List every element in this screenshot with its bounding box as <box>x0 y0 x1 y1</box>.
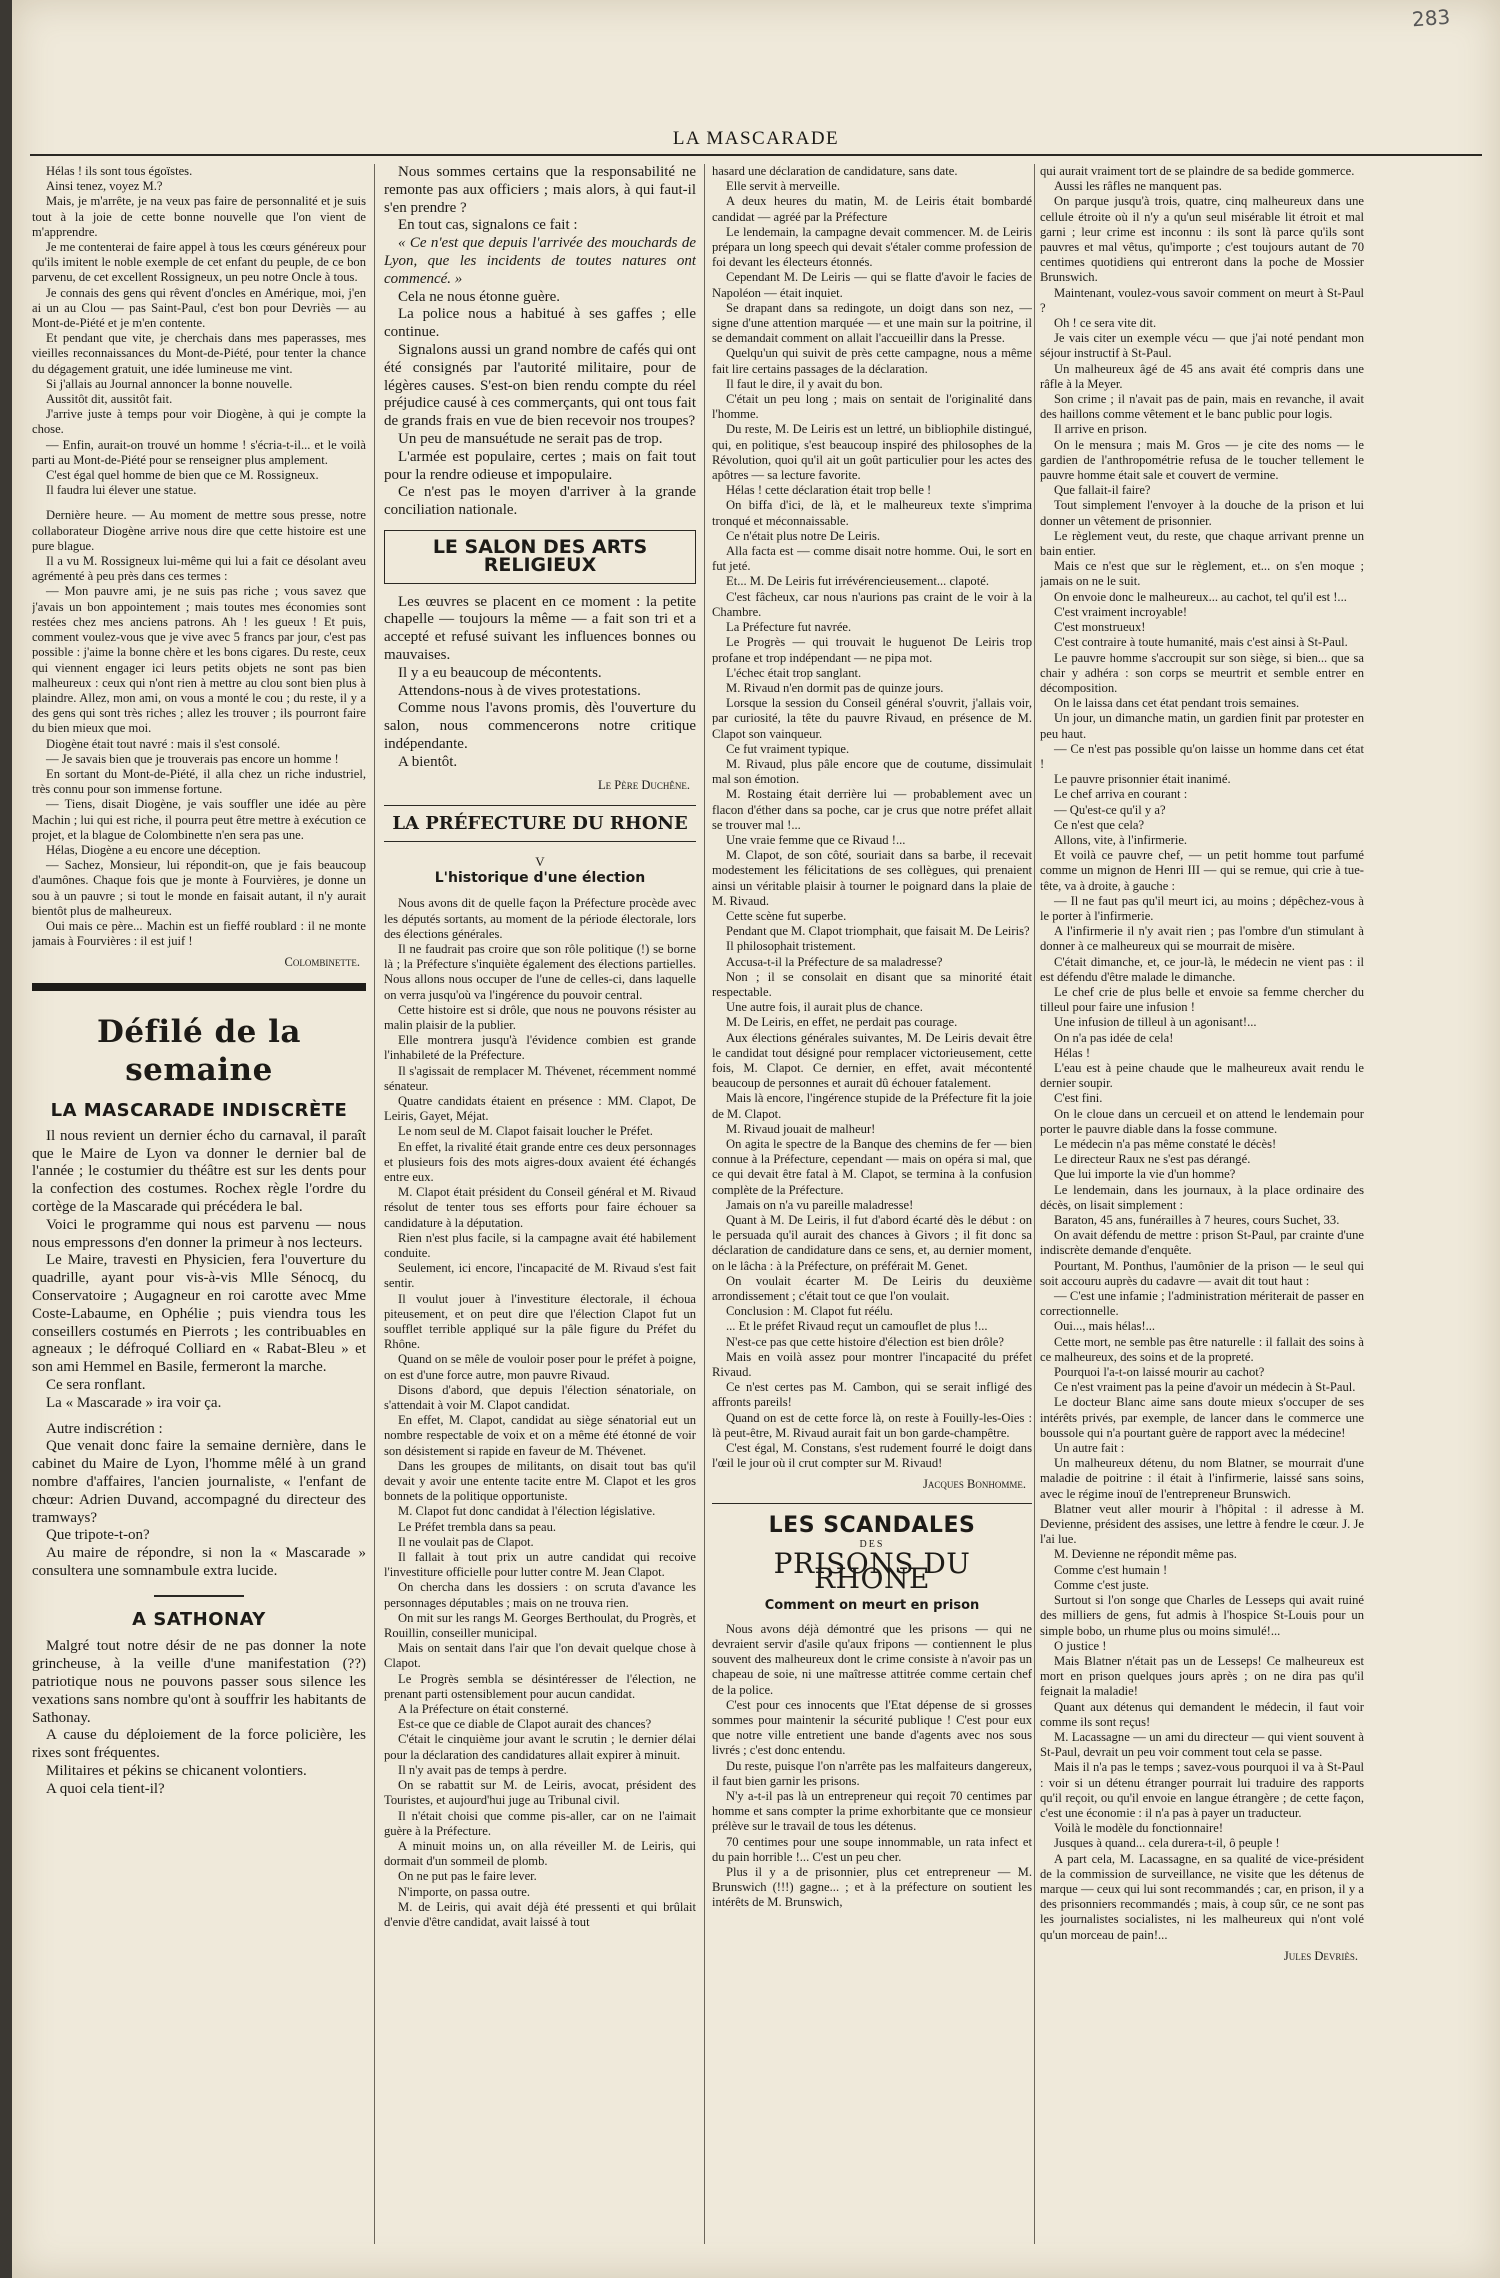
paragraph: Cette histoire est si drôle, que nous ne pouvons résister au malin plaisir de la publier. <box>384 1002 696 1032</box>
column-2 <box>384 164 696 2254</box>
paragraph: Oh ! ce sera vite dit. <box>1054 316 1157 331</box>
paragraph: Accusa-t-il la Préfecture de sa maladresse? <box>726 954 943 969</box>
paragraph: On chercha dans les dossiers : on scruta d'avance les personnages députables ; mais on ne trouva rien. <box>384 1580 696 1610</box>
paragraph: Conclusion : M. Clapot fut réélu. <box>726 1304 893 1319</box>
paragraph: hasard une déclaration de candidature, sans date. <box>712 164 958 178</box>
paragraph: Son crime ; il n'avait pas de pain, mais en revanche, il avait des haillons comme vêtement et le banc public pour logis. <box>1040 392 1364 422</box>
paragraph: On voulait écarter M. De Leiris du deuxième arrondissement ; c'était tout ce que l'on voulait. <box>712 1273 1032 1304</box>
paragraph: M. Clapot fut donc candidat à l'élection législative. <box>398 1504 656 1519</box>
paragraph: Voilà le modèle du fonctionnaire! <box>1054 1821 1224 1836</box>
paragraph: Jamais on n'a vu pareille maladresse! <box>726 1197 914 1212</box>
paragraph: Je me contenterai de faire appel à tous les cœurs généreux pour qu'ils imitent le noble exemple de cet enfant du peuple, de ce bon parvenu, de cet excellent Rossigneux, un peu notre Oncle à tous. <box>32 240 366 285</box>
paragraph: On le laissa dans cet état pendant trois semaines. <box>1054 696 1300 711</box>
paragraph: Elle servit à merveille. <box>726 179 840 194</box>
section-title-sathonay: A SATHONAY <box>132 1608 266 1630</box>
paragraph: La « Mascarade » ira voir ça. <box>46 1394 222 1411</box>
paragraph: Il arrive en prison. <box>1054 422 1148 437</box>
masthead: LA MASCARADE <box>672 128 840 149</box>
paragraph: Il faut le dire, il y avait du bon. <box>726 376 883 391</box>
divider <box>154 1595 244 1597</box>
paragraph: C'est pour ces innocents que l'Etat dépense de si grosses sommes pour maintenir la sécurité publique ! C'est pour eux que notre ville entretient une bande d'agents avec nos sous livrés ; c'est donc entendu. <box>712 1697 1032 1758</box>
paragraph: Que venait donc faire la semaine dernière, dans le cabinet du Maire de Lyon, l'homme mêlé à un grand nombre d'affaires, l'ancien journaliste, « l'enfant de chœur: Adrien Duvand, accompagné du directeur des tramways? <box>32 1438 366 1526</box>
paragraph: Cette scène fut superbe. <box>726 908 847 923</box>
column-4 <box>1040 164 1364 2254</box>
column-1 <box>32 164 366 2254</box>
section-title-des: DES <box>859 1538 885 1550</box>
paragraph: C'est vraiment incroyable! <box>1054 604 1188 619</box>
paragraph: — Mon pauvre ami, je ne suis pas riche ; vous savez que j'avais un bon appointement ; mais toutes mes économies sont restées chez mes anciens patrons. Ah ! les gueux ! Et puis, comment voulez-vous que je vive avec 5 francs par jour, c'est pas possible : j'aime la bonne chère et les bons cigares. Du reste, ceux qui viennent engager ici leurs petits objets ne sont pas bien malheureux : ceux qui n'ont rien à mettre au clou sont bien plus à plaindre. Allez, mon ami, on vous a monté le cou ; du reste, il y a des gens qui sont très riches ; allez les trouver ; ils pourront faire du bien mieux que moi. <box>32 584 366 736</box>
paragraph: Lorsque la session du Conseil général s'ouvrit, j'allais voir, par curiosité, la tête du pauvre Rivaud, en présence de M. Clapot son vainqueur. <box>712 696 1032 741</box>
paragraph: « Ce n'est que depuis l'arrivée des mouchards de Lyon, que les incidents de toutes natures ont commencé. » <box>384 235 696 287</box>
paragraph: A l'infirmerie il n'y avait rien ; pas l'ombre d'un stimulant à donner à ce malheureux qui se mourrait de misère. <box>1040 924 1364 954</box>
section-subtitle: L'historique d'une élection <box>434 870 646 887</box>
paragraph: Une autre fois, il aurait plus de chance. <box>726 1000 923 1015</box>
paragraph: Mais en voilà assez pour montrer l'incapacité du préfet Rivaud. <box>712 1349 1032 1380</box>
section-title-prisons: PRISONS DU RHONE <box>773 1547 971 1596</box>
paragraph: Du reste, puisque l'on n'arrête pas les malfaiteurs dangereux, il faut bien garnir les prisons. <box>712 1758 1032 1788</box>
paragraph: A quoi cela tient-il? <box>46 1780 165 1797</box>
paragraph: Mais on sentait dans l'air que l'on devait quelque chose à Clapot. <box>384 1641 696 1671</box>
paragraph: Ce fut vraiment typique. <box>726 741 850 756</box>
paragraph: Elle montrera jusqu'à l'évidence combien est grande l'inhabileté de la Préfecture. <box>384 1033 696 1063</box>
paragraph: On envoie donc le malheureux... au cachot, tel qu'il est !... <box>1054 589 1347 604</box>
paragraph: Mais, je m'arrête, je na veux pas faire de personnalité et je suis tout à la joie de cette bonne nouvelle que l'on vient de m'apprendre. <box>32 194 366 239</box>
paragraph: M. De Leiris, en effet, ne perdait pas courage. <box>726 1015 958 1030</box>
paragraph: Un malheureux détenu, du nom Blatner, se mourrait d'une maladie de poitrine : il était à l'infirmerie, laissé sans soins, avec le régime inouï de l'entrepreneur Brunswich. <box>1040 1456 1364 1501</box>
paragraph: Comme nous l'avons promis, dès l'ouverture du salon, nous commencerons notre critique indépendante. <box>384 700 696 752</box>
paragraph: On biffa d'ici, de là, et le malheureux texte s'imprima tronqué et méconnaissable. <box>712 498 1032 528</box>
paragraph: Et voilà ce pauvre chef, — un petit homme tout parfumé comme un mignon de Henri III — qui se remue, qui crie à tue-tête, va à droite, à gauche : <box>1040 848 1364 893</box>
paragraph: Ce n'est pas le moyen d'arriver à la grande conciliation nationale. <box>384 484 696 519</box>
paragraph: Un peu de mansuétude ne serait pas de trop. <box>398 430 663 447</box>
paragraph: Le lendemain, dans les journaux, à la place ordinaire des décès, on lisait simplement : <box>1040 1182 1364 1212</box>
paragraph: Se drapant dans sa redingote, un doigt dans son nez, — signe d'une attention marquée — et une main sur la poitrine, il se demandait comment on allait l'accueillir dans la Presse. <box>712 300 1032 346</box>
paragraph: qui aurait vraiment tort de se plaindre de sa bedide gommerce. <box>1040 164 1355 178</box>
paragraph: 70 centimes pour une soupe innommable, un rata infect et du pain horrible !... C'est un peu cher. <box>712 1834 1032 1864</box>
paragraph: M. Clapot, de son côté, souriait dans sa barbe, il recevait modestement les félicitations de ses collègues, qui prenaient ainsi un véritable plaisir à tourner le poignard dans la plaie de M. Rivaud. <box>712 848 1032 908</box>
paragraph: On agita le spectre de la Banque des chemins de fer — bien connue à la Préfecture, cependant — mais on opéra si mal, que ce qui devait être fatal à M. Clapot, se termina à la confusion complète de la Préfecture. <box>712 1137 1032 1197</box>
paragraph: Cependant M. De Leiris — qui se flatte d'avoir le facies de Napoléon — était inquiet. <box>712 270 1032 300</box>
paragraph: Je vais citer un exemple vécu — que j'ai noté pendant mon séjour instructif à St-Paul. <box>1040 331 1364 361</box>
paragraph: C'est fini. <box>1054 1091 1103 1106</box>
paragraph: On se rabattit sur M. de Leiris, avocat, président des Touristes, et aujourd'hui juge au Tribunal civil. <box>384 1778 696 1808</box>
paragraph: Le Progrès sembla se désintéresser de l'élection, ne prenant parti ostensiblement pour aucun candidat. <box>384 1671 696 1701</box>
paragraph: Quant à M. De Leiris, il fut d'abord écarté dès le début : on le persuada qu'il aurait des chances à Givors ; il fit donc sa déclaration de candidature dans ce sens, et, au dernier moment, on le lâcha : à la Préfecture, on préférait M. Genet. <box>712 1213 1032 1273</box>
paragraph: Le directeur Raux ne s'est pas dérangé. <box>1054 1152 1251 1167</box>
column-divider <box>1034 164 1035 2244</box>
paragraph: Une vraie femme que ce Rivaud !... <box>726 832 906 847</box>
paragraph: Un jour, un dimanche matin, un gardien finit par protester en peu haut. <box>1040 711 1364 741</box>
paragraph: Le nom seul de M. Clapot faisait loucher le Préfet. <box>398 1124 653 1139</box>
paragraph: Voici le programme qui nous est parvenu — nous nous empressons d'en donner la primeur à nos lecteurs. <box>32 1216 366 1251</box>
paragraph: Il philosophait tristement. <box>726 939 856 954</box>
paragraph: Disons d'abord, que depuis l'élection sénatoriale, on s'attendait à voir M. Clapot candidat. <box>384 1382 696 1413</box>
paragraph: Ce n'était plus notre De Leiris. <box>726 528 881 543</box>
paragraph: Aussi les râfles ne manquent pas. <box>1054 179 1222 194</box>
paragraph: Diogène était tout navré : mais il s'est consolé. <box>46 736 281 751</box>
paragraph: En tout cas, signalons ce fait : <box>398 217 578 234</box>
paragraph: Il a vu M. Rossigneux lui-même qui lui a fait ce désolant aveu agrémenté à peu près dans ces termes : <box>32 554 366 584</box>
paragraph: Oui mais ce père... Machin est un fieffé roublard : il ne monte jamais à Fourvières : il est juif ! <box>32 918 366 949</box>
paragraph: C'est fâcheux, car nous n'aurions pas craint de le voir à la Chambre. <box>712 589 1032 619</box>
paragraph: Est-ce que ce diable de Clapot aurait des chances? <box>398 1717 652 1732</box>
paragraph: — Je savais bien que je trouverais pas encore un homme ! <box>46 751 339 766</box>
paragraph: Il n'y avait pas de temps à perdre. <box>398 1762 567 1777</box>
section-number: V <box>535 853 545 869</box>
paragraph: Il y a eu beaucoup de mécontents. <box>398 664 602 681</box>
paragraph: Une infusion de tilleul à un agonisant!... <box>1054 1015 1257 1030</box>
column-divider <box>704 164 705 2244</box>
paragraph: Il faudra lui élever une statue. <box>46 483 197 498</box>
paragraph: Jusques à quand... cela durera-t-il, ô peuple ! <box>1054 1836 1280 1851</box>
paragraph: Le docteur Blanc aime sans doute mieux s'occuper de ses intérêts privés, par exemple, de lancer dans le commerce une boussole qui n'a pourtant guère de rapport avec la médecine! <box>1040 1395 1364 1440</box>
paragraph: Le Préfet trembla dans sa peau. <box>398 1519 557 1534</box>
paragraph: — Il ne faut pas qu'il meurt ici, au moins ; dépêchez-vous à le porter à l'infirmerie. <box>1040 893 1364 923</box>
section-title-defile: Défilé de la semaine <box>96 1013 302 1088</box>
paragraph: Le Maire, travesti en Physicien, fera l'ouverture du quadrille, ayant pour vis-à-vis Mlle Sénocq, du Conservatoire ; Augagneur en roi carotte avec Mme Coste-Labaume, en Ophélie ; puis viendra tous les conseillers costumés en Pierrots ; les contribuables en agneaux ; le défroqué Colliard en « Rabat-Bleu » et son ami Hemmel en Basile, fermeront la marche. <box>32 1252 366 1376</box>
paragraph: La Préfecture fut navrée. <box>726 620 852 635</box>
paragraph: Que lui importe la vie d'un homme? <box>1054 1167 1236 1182</box>
newspaper-page <box>12 0 1500 2278</box>
paragraph: Ce n'est que cela? <box>1054 817 1145 832</box>
paragraph: Le pauvre homme s'accroupit sur son siège, si bien... que sa chair y adhéra : son corps se meurtrit et semble entrer en décomposition. <box>1040 650 1364 695</box>
signature: Le Père Duchêne. <box>598 777 690 792</box>
signature: Jacques Bonhomme. <box>923 1477 1026 1492</box>
paragraph: On n'a pas idée de cela! <box>1054 1030 1174 1045</box>
paragraph: M. de Leiris, qui avait déjà été pressenti et qui brûlait d'envie d'être candidat, avait laissé à tout <box>384 1899 696 1929</box>
paragraph: Signalons aussi un grand nombre de cafés qui ont été consignés par l'autorité militaire, pour de légères causes. S'est-on bien rendu compte du réel préjudice causé à ces commerçants, qui ont tous fait de grands frais en vue de bien recevoir nos troupes? <box>384 341 696 430</box>
paragraph: Que tripote-t-on? <box>46 1527 150 1544</box>
paragraph: Nous avons dit de quelle façon la Préfecture procède avec les députés sortants, au moment de la période électorale, lors des élections générales. <box>384 896 696 941</box>
paragraph: Nous avons déjà démontré que les prisons — qui ne devraient servir d'asile qu'aux fripons — contiennent le plus souvent des malheureux dont le crime consiste à n'avoir pas un chapeau de soie, ni une maîtresse attitrée comme certain chef de la police. <box>712 1621 1032 1697</box>
paragraph: Que fallait-il faire? <box>1054 483 1151 498</box>
paragraph: Dernière heure. — Au moment de mettre sous presse, notre collaborateur Diogène arrive nous dire que cette histoire est une pure blague. <box>32 508 366 553</box>
paragraph: Le pauvre prisonnier était inanimé. <box>1054 772 1231 787</box>
section-rule <box>32 983 366 991</box>
paragraph: Cela ne nous étonne guère. <box>398 288 561 305</box>
paragraph: Quant aux détenus qui demandent le médecin, il faut voir comme ils sont reçus! <box>1040 1699 1364 1729</box>
paragraph: Cette mort, ne semble pas être naturelle : il fallait des soins à ce malheureux, des soins et de la propreté. <box>1040 1334 1364 1364</box>
section-title-indiscrete: LA MASCARADE INDISCRÈTE <box>50 1099 348 1121</box>
paragraph: Non ; il se consolait en disant que sa minorité était respectable. <box>712 969 1032 999</box>
section-subtitle: Comment on meurt en prison <box>764 1598 980 1614</box>
paragraph: Quelqu'un qui suivit de près cette campagne, nous a même fait lire certains passages de la déclaration. <box>712 346 1032 376</box>
paragraph: Quand on est de cette force là, on reste à Fouilly-les-Oies : là peut-être, M. Rivaud aurait fait un bon garde-champêtre. <box>712 1410 1032 1440</box>
paragraph: A la Préfecture on était consterné. <box>398 1702 569 1717</box>
paragraph: Hélas ! ils sont tous égoïstes. <box>46 164 193 178</box>
paragraph: Militaires et pékins se chicanent volontiers. <box>46 1763 307 1780</box>
paragraph: M. Rivaud, plus pâle encore que de coutume, dissimulait mal son émotion. <box>712 756 1032 787</box>
paragraph: Il n'était choisi que comme pis-aller, car on ne l'aimait guère à la Préfecture. <box>384 1808 696 1838</box>
paragraph: Aux élections générales suivantes, M. De Leiris devait être le candidat tout désigné pour remplacer victorieusement, cette fois, M. Clapot. Ce dernier, en effet, avait mécontenté beaucoup de personnes et aurait dû échouer fatalement. <box>712 1030 1032 1091</box>
paragraph: On parque jusqu'à trois, quatre, cinq malheureux dans une cellule étroite où il n'y a qu'un seul misérable lit étroit et mal garni ; leur crime est inconnu : ils sont là parce qu'ils sont pauvres et mal vêtus, qu'importe ; c'est toujours autant de 70 centimes quotidiens qui entreront dans la poche de Mossier Brunswich. <box>1040 194 1364 285</box>
paragraph: Hélas, Diogène a eu encore une déception. <box>46 842 261 857</box>
paragraph: Dans les groupes de militants, on disait tout bas qu'il devait y avoir une entente tacite entre M. Clapot et les gros bonnets de la politique opportuniste. <box>384 1458 696 1504</box>
column-divider <box>374 164 375 2244</box>
signature: Jules Devriès. <box>1283 1948 1358 1963</box>
paragraph: J'arrive juste à temps pour voir Diogène, à qui je compte la chose. <box>32 407 366 437</box>
paragraph: En sortant du Mont-de-Piété, il alla chez un riche industriel, très connu pour son immense fortune. <box>32 766 366 797</box>
paragraph: M. Rivaud n'en dormit pas de quinze jours. <box>726 680 944 695</box>
paragraph: ... Et le préfet Rivaud reçut un camouflet de plus !... <box>726 1319 988 1334</box>
paragraph: Il s'agissait de remplacer M. Thévenet, récemment nommé sénateur. <box>384 1063 696 1093</box>
paragraph: Le lendemain, la campagne devait commencer. M. de Leiris prépara un long speech qui devait s'étaler comme profession de foi devant les électeurs étonnés. <box>712 224 1032 270</box>
paragraph: Un autre fait : <box>1054 1441 1125 1456</box>
paragraph: Si j'allais au Journal annoncer la bonne nouvelle. <box>46 376 293 391</box>
section-title-salon: LE SALON DES ARTS RELIGIEUX <box>384 530 696 584</box>
paragraph: Comme c'est humain ! <box>1054 1562 1168 1577</box>
paragraph: Il ne faudrait pas croire que son rôle politique (!) se borne là ; la Préfecture s'inquiète également des élections partielles. Nous allons nous occuper de l'une de celles-ci, dans laquelle on verra jusqu'où va l'ingérence du pouvoir central. <box>384 941 696 1002</box>
paragraph: En effet, M. Clapot, candidat au siège sénatorial eut un nombre respectable de voix et on a même été étonné de voir son désistement si rapide en faveur de M. Thévenet. <box>384 1413 696 1458</box>
paragraph: Quatre candidats étaient en présence : MM. Clapot, De Leiris, Gayet, Méjat. <box>384 1093 696 1124</box>
paragraph: Hélas ! <box>1054 1045 1091 1060</box>
paragraph: Le médecin n'a pas même constaté le décès! <box>1054 1137 1277 1151</box>
paragraph: Du reste, M. De Leiris est un lettré, un bibliophile distingué, qui, en politique, s'est beaucoup inspiré des philosophes de la Révolution, quoi qu'il ait un goût particulier pour les actes des apôtres — sa lecture favorite. <box>712 422 1032 483</box>
paragraph: C'est égal quel homme de bien que ce M. Rossigneux. <box>46 468 319 483</box>
section-title-prefecture: LA PRÉFECTURE DU RHONE <box>384 805 696 842</box>
paragraph: Oui..., mais hélas!... <box>1054 1319 1156 1334</box>
paragraph: Rien n'est plus facile, si la campagne avait été habilement conduite. <box>384 1230 696 1260</box>
paragraph: Et... M. De Leiris fut irrévérencieusement... clapoté. <box>726 574 989 589</box>
paragraph: Il voulut jouer à l'investiture électorale, il échoua piteusement, et on peut dire que l'élection Clapot fut un soufflet terrible appliqué sur la pâle figure du Préfet du Rhône. <box>384 1291 696 1352</box>
paragraph: Il nous revient un dernier écho du carnaval, il paraît que le Maire de Lyon va donner le dernier bal de l'année ; le costumier du théâtre est sur les dents pour la confection des costumes. Rochex règle l'ordre du cortège de la Mascarade qui précédera le bal. <box>32 1127 366 1215</box>
paragraph: — Sachez, Monsieur, lui répondit-on, que je fais beaucoup d'aumônes. Chaque fois que je monte à Fourvières, je donne un sou à un pauvre ; si tout le monde en faisait autant, il n'y aurait bientôt plus de malheureux. <box>32 858 366 918</box>
paragraph: C'est égal, M. Constans, s'est rudement fourré le doigt dans l'œil le jour où il crut compter sur M. Rivaud! <box>712 1441 1032 1471</box>
paragraph: Mais il n'a pas le temps ; savez-vous pourquoi il va à St-Paul : voir si un détenu étranger pourrait lui traduire des rapports qu'il reçoit, ou qu'il envoie en langue étrangère ; de cette façon, c'est une économie : il n'a pas à payer un traducteur. <box>1040 1760 1364 1820</box>
page-edge <box>0 0 12 2278</box>
paragraph: Malgré tout notre désir de ne pas donner la note grincheuse, à la veille d'une manifestation (??) patriotique nous ne pouvons passer sous silence les vexations sans nombre qu'ont à souffrir les habitants de Sathonay. <box>32 1638 366 1726</box>
paragraph: — Tiens, disait Diogène, je vais souffler une idée au père Machin ; lui qui est riche, il pourra peut être mettre à exécution ce projet, et la blague de Colombinette n'en sera pas une. <box>32 797 366 842</box>
paragraph: — Ce n'est pas possible qu'on laisse un homme dans cet état ! <box>1040 741 1364 771</box>
paragraph: M. Lacassagne — un ami du directeur — qui vient souvent à St-Paul, devrait un peu voir comment tout cela se passe. <box>1040 1729 1364 1760</box>
paragraph: — C'est une infamie ; l'administration mériterait de passer en correctionnelle. <box>1040 1289 1364 1319</box>
paragraph: Je connais des gens qui rêvent d'oncles en Amérique, moi, j'en ai un au Clou — pas Saint-Paul, c'est bon pour Devriès — au Mont-de-Piété et je m'en contente. <box>32 285 366 331</box>
paragraph: Tout simplement l'envoyer à la douche de la prison et lui donner un vêtement de prisonnier. <box>1040 498 1364 528</box>
paragraph: Plus il y a de prisonnier, plus cet entrepreneur — M. Brunswich (!!!) gagne... ; et à la préfecture on soutient les intérêts de M. Brunswich, <box>712 1864 1032 1910</box>
paragraph: Les œuvres se placent en ce moment : la petite chapelle — toujours la même — a fait son tri et a accepté et refusé suivant les influences bonnes ou mauvaises. <box>384 593 696 663</box>
paragraph: Le chef crie de plus belle et envoie sa femme chercher du tilleul pour faire une infusion ! <box>1040 984 1364 1015</box>
paragraph: Un malheureux âgé de 45 ans avait été compris dans une râfle à la Meyer. <box>1040 361 1364 391</box>
paragraph: Mais ce n'est que sur le règlement, et... on s'en moque ; jamais on ne le suit. <box>1040 559 1364 589</box>
section-title-scandales: LES SCANDALES <box>768 1512 976 1538</box>
paragraph: En effet, la rivalité était grande entre ces deux personnages et plusieurs fois des mots aigres-doux avaient été échangés entre eux. <box>384 1139 696 1184</box>
paragraph: Le Progrès — qui trouvait le huguenot De Leiris trop profane et trop indépendant — ne pipa mot. <box>712 635 1032 665</box>
paragraph: C'était dimanche, et, ce jour-là, le médecin ne vient pas : il est défendu d'être malade le dimanche. <box>1040 954 1364 984</box>
paragraph: N'importe, on passa outre. <box>398 1884 531 1899</box>
paragraph: On mit sur les rangs M. Georges Berthoulat, du Progrès, et Rouillin, conseiller municipal. <box>384 1610 696 1641</box>
paragraph: C'est contraire à toute humanité, mais c'est ainsi à St-Paul. <box>1054 635 1348 650</box>
paragraph: Maintenant, voulez-vous savoir comment on meurt à St-Paul ? <box>1040 285 1364 315</box>
paragraph: — Enfin, aurait-on trouvé un homme ! s'écria-t-il... et le voilà parti au Mont-de-Piété pour se renseigner plus amplement. <box>32 437 366 467</box>
paragraph: A deux heures du matin, M. de Leiris était bombardé candidat — agréé par la Préfecture <box>712 194 1032 224</box>
paragraph: Comme c'est juste. <box>1054 1577 1149 1592</box>
paragraph: A bientôt. <box>398 753 458 770</box>
paragraph: Nous sommes certains que la responsabilité ne remonte pas aux officiers ; mais alors, à qui faut-il s'en prendre ? <box>384 164 696 216</box>
paragraph: Baraton, 45 ans, funérailles à 7 heures, cours Suchet, 33. <box>1054 1213 1340 1228</box>
paragraph: Ce n'est vraiment pas la peine d'avoir un médecin à St-Paul. <box>1054 1380 1356 1395</box>
paragraph: O justice ! <box>1054 1638 1107 1653</box>
folio-number: 283 <box>1411 4 1451 32</box>
paragraph: A cause du déploiement de la force policière, les rixes sont fréquentes. <box>32 1727 366 1762</box>
paragraph: N'est-ce pas que cette histoire d'élection est bien drôle? <box>726 1334 1004 1349</box>
paragraph: On avait défendu de mettre : prison St-Paul, par crainte d'une indiscrète demande d'enquête. <box>1040 1228 1364 1258</box>
paragraph: — Qu'est-ce qu'il y a? <box>1054 802 1166 817</box>
column-3 <box>712 164 1032 2254</box>
paragraph: On le mensura ; mais M. Gros — je cite des noms — le gardien de l'anthropométrie refusa de le toucher tellement le pauvre homme était sale et couvert de vermine. <box>1040 437 1364 483</box>
paragraph: Et pendant que vite, je cherchais dans mes paperasses, mes vieilles reconnaissances du Mont-de-Piété, pour tenter la chance du dégagement gratuit, une idée lumineuse me vint. <box>32 331 366 376</box>
paragraph: Hélas ! cette déclaration était trop belle ! <box>726 483 932 498</box>
paragraph: Ce sera ronflant. <box>46 1376 146 1393</box>
paragraph: Quand on se mêle de vouloir poser pour le préfet à poigne, on est d'une force autre, mon pauvre Rivaud. <box>384 1352 696 1382</box>
paragraph: Pourtant, M. Ponthus, l'aumônier de la prison — le seul qui soit accouru auprès du cadavre — avait dit tout haut : <box>1040 1258 1364 1288</box>
paragraph: A part cela, M. Lacassagne, en sa qualité de vice-président de la commission de surveillance, ne visite que les détenus de marque — ceux qui lui sont recommandés ; car, en prison, il y a des prisonniers recommandés ; mais, à coup sûr, ce ne sont pas les journalistes socialistes, ni les malheureux qui n'ont volé qu'un morceau de pain!... <box>1040 1851 1364 1942</box>
paragraph: M. Devienne ne répondit même pas. <box>1054 1547 1237 1562</box>
paragraph: L'échec était trop sanglant. <box>726 665 862 680</box>
paragraph: Ainsi tenez, voyez M.? <box>46 179 163 194</box>
paragraph: Mais là encore, l'ingérence stupide de la Préfecture fit la joie de M. Clapot. <box>712 1091 1032 1121</box>
paragraph: Pendant que M. Clapot triomphait, que faisait M. De Leiris? <box>726 924 1030 939</box>
paragraph: Attendons-nous à de vives protestations. <box>398 682 641 699</box>
paragraph: La police nous a habitué à ses gaffes ; elle continue. <box>384 306 696 341</box>
paragraph: Mais Blatner n'était pas un de Lesseps! Ce malheureux est mort en prison quelques jours après ; on ne dira pas qu'il feignait la maladie! <box>1040 1653 1364 1699</box>
paragraph: N'y a-t-il pas là un entrepreneur qui reçoit 70 centimes par homme et sans compter la prime exhorbitante que ce monsieur prélève sur le travail de tous les détenus. <box>712 1788 1032 1834</box>
paragraph: On ne put pas le faire lever. <box>398 1869 537 1884</box>
paragraph: A minuit moins un, on alla réveiller M. de Leiris, qui dormait d'un sommeil de plomb. <box>384 1838 696 1869</box>
paragraph: Pourquoi l'a-t-on laissé mourir au cachot? <box>1054 1365 1265 1380</box>
paragraph: M. Clapot était président du Conseil général et M. Rivaud résolut de tenter tous ses efforts pour faire échouer sa candidature à la députation. <box>384 1185 696 1230</box>
paragraph: Autre indiscrétion : <box>46 1420 163 1437</box>
paragraph: L'eau est à peine chaude que le malheureux avait rendu le dernier soupir. <box>1040 1060 1364 1091</box>
paragraph: Allons, vite, à l'infirmerie. <box>1054 832 1188 847</box>
paragraph: Ce n'est certes pas M. Cambon, qui se serait infligé des affronts pareils! <box>712 1380 1032 1410</box>
paragraph: Seulement, ici encore, l'incapacité de M. Rivaud s'est fait sentir. <box>384 1261 696 1291</box>
signature: Colombinette. <box>284 955 360 970</box>
masthead-rule <box>30 154 1482 156</box>
section-rule <box>712 1503 1032 1504</box>
paragraph: M. Rostaing était derrière lui — probablement avec un flacon d'éther dans sa poche, car je crus que notre préfet allait se trouver mal !... <box>712 787 1032 832</box>
paragraph: Au maire de répondre, si non la « Mascarade » consultera une somnambule extra lucide. <box>32 1545 366 1579</box>
paragraph: Il fallait à tout prix un autre candidat qui recoive l'investiture officielle pour lutter contre M. Jean Clapot. <box>384 1550 696 1580</box>
paragraph: On le cloue dans un cercueil et on attend le lendemain pour porter le pauvre diable dans la fosse commune. <box>1040 1106 1364 1136</box>
paragraph: L'armée est populaire, certes ; mais on fait tout pour la rendre odieuse et impopulaire. <box>384 448 696 483</box>
paragraph: C'était le cinquième jour avant le scrutin ; le dernier délai pour la déclaration des candidatures allait expirer à minuit. <box>384 1732 696 1762</box>
paragraph: Aussitôt dit, aussitôt fait. <box>46 392 173 407</box>
paragraph: Alla facta est — comme disait notre homme. Oui, le sort en fut jeté. <box>712 544 1032 574</box>
paragraph: C'est monstrueux! <box>1054 620 1146 635</box>
paragraph: Le chef arriva en courant : <box>1054 787 1188 802</box>
paragraph: Il ne voulait pas de Clapot. <box>398 1534 534 1549</box>
paragraph: Blatner veut aller mourir à l'hôpital : il adresse à M. Devienne, président des assises, une lettre à fendre le cœur. J. Je l'ai lue. <box>1040 1501 1364 1547</box>
paragraph: Surtout si l'on songe que Charles de Lesseps qui avait ruiné des milliers de gens, fut admis à l'hospice St-Louis pour un simple bobo, un rhume plus ou moins simulé!... <box>1040 1593 1364 1638</box>
paragraph: Le règlement veut, du reste, que chaque arrivant prenne un bain entier. <box>1040 528 1364 559</box>
paragraph: M. Rivaud jouait de malheur! <box>726 1121 876 1136</box>
paragraph: C'était un peu long ; mais on sentait de l'originalité dans l'homme. <box>712 392 1032 422</box>
